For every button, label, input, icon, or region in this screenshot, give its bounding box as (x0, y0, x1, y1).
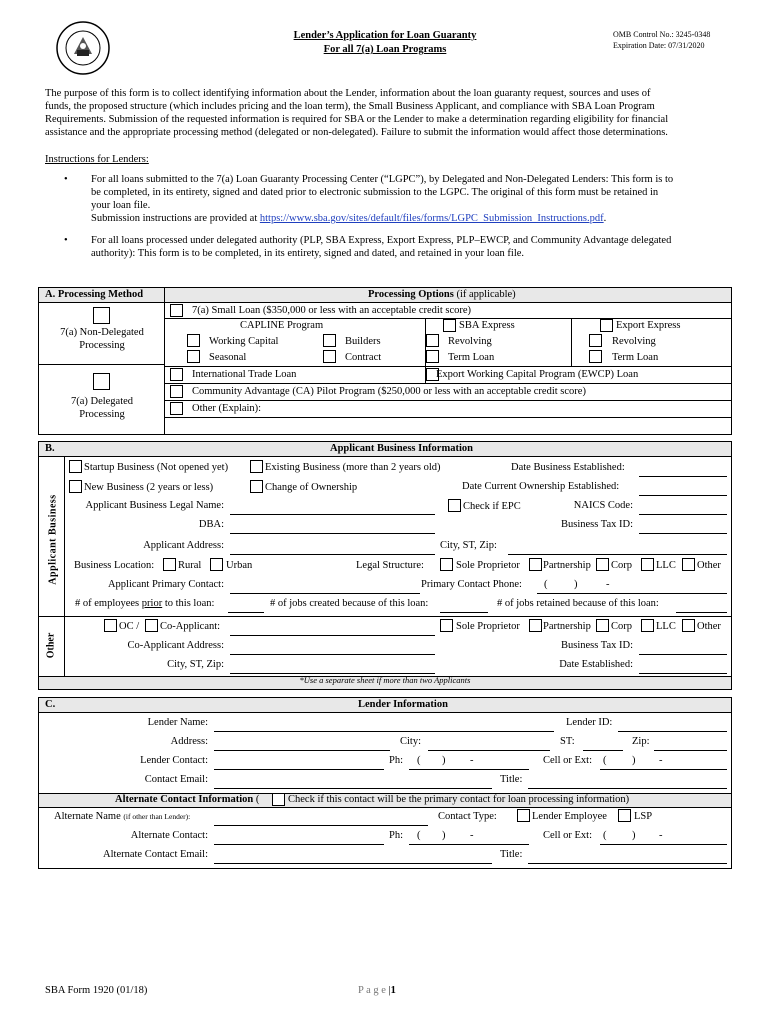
naics-field[interactable] (639, 514, 727, 515)
instruction-1-line-1: For all loans submitted to the 7(a) Loan Guaranty Processing Center (“LGPC”), by Delegated and Non-Delegated Lenders: This form is to (91, 174, 674, 185)
alternate-email-label: Alternate Contact Email: (103, 849, 208, 860)
alternate-cell-dash: - (659, 830, 663, 841)
startup-checkbox[interactable] (69, 460, 82, 473)
alternate-contact-header: Alternate Contact Information ( (115, 794, 260, 805)
form-identifier: SBA Form 1920 (01/18) (45, 985, 148, 996)
section-b-title: Applicant Business Information (330, 443, 473, 454)
section-c-letter: C. (45, 699, 56, 710)
jobs-created-field[interactable] (440, 612, 488, 613)
lsp-checkbox[interactable] (618, 809, 631, 822)
working-capital-label: Working Capital (209, 336, 279, 347)
alternate-ph-close: ) (442, 830, 446, 841)
contact-title-label: Title: (500, 774, 523, 785)
lender-city-field[interactable] (428, 750, 550, 751)
builders-checkbox[interactable] (323, 334, 336, 347)
alternate-ph-label: Ph: (389, 830, 404, 841)
builders-label: Builders (345, 336, 381, 347)
legal-name-label: Applicant Business Legal Name: (85, 500, 224, 511)
co-date-label: Date Established: (559, 659, 633, 670)
omb-control: OMB Control No.: 3245-0348 (613, 30, 711, 39)
date-ownership-label: Date Current Ownership Established: (462, 481, 620, 492)
primary-phone-dash: - (606, 579, 610, 590)
check-epc-checkbox[interactable] (448, 499, 461, 512)
lender-employee-checkbox[interactable] (517, 809, 530, 822)
co-llc-label: LLC (656, 621, 676, 632)
new-business-label: New Business (2 years or less) (84, 482, 214, 493)
alternate-cell-open: ( (603, 830, 607, 841)
startup-label: Startup Business (Not opened yet) (84, 462, 229, 473)
non-delegated-checkbox[interactable] (93, 307, 110, 324)
date-established-field[interactable] (639, 476, 727, 477)
lender-id-field[interactable] (618, 731, 727, 732)
co-applicant-label: Co-Applicant: (160, 621, 221, 632)
legal-name-field[interactable] (230, 514, 435, 515)
export-express-revolving-label: Revolving (612, 336, 656, 347)
oc-label: OC / (119, 621, 140, 632)
working-capital-checkbox[interactable] (187, 334, 200, 347)
primary-phone-field[interactable] (537, 593, 727, 594)
alternate-ph-open: ( (417, 830, 421, 841)
instruction-1-line-3: your loan file. (91, 200, 151, 211)
co-applicant-checkbox[interactable] (145, 619, 158, 632)
legal-structure-label: Legal Structure: (356, 560, 424, 571)
alternate-cell-field[interactable] (600, 844, 727, 845)
tax-id-field[interactable] (639, 533, 727, 534)
alternate-title-field[interactable] (528, 863, 727, 864)
city-st-zip-label: City, ST, Zip: (440, 540, 497, 551)
lender-city-label: City: (400, 736, 422, 747)
export-express-revolving-checkbox[interactable] (589, 334, 602, 347)
employees-label: # of employees prior to this loan: (75, 598, 215, 609)
existing-label: Existing Business (more than 2 years old) (265, 462, 441, 473)
small-loan-label: 7(a) Small Loan ($350,000 or less with an acceptable credit score) (192, 305, 472, 316)
lender-ph-label: Ph: (389, 755, 404, 766)
co-corp-label: Corp (611, 621, 632, 632)
purpose-line-2: funds, the proposed structure (which includes pricing and the loan term), the Small Business Applicant, and compliance with SBA Loan Program (45, 101, 655, 112)
small-loan-checkbox[interactable] (170, 304, 183, 317)
lender-st-field[interactable] (583, 750, 623, 751)
tax-id-label: Business Tax ID: (561, 519, 633, 530)
change-ownership-label: Change of Ownership (265, 482, 358, 493)
community-advantage-checkbox[interactable] (170, 385, 183, 398)
co-partnership-checkbox[interactable] (529, 619, 542, 632)
co-sole-proprietor-checkbox[interactable] (440, 619, 453, 632)
rural-label: Rural (178, 560, 202, 571)
processing-options-header: Processing Options (if applicable) (368, 289, 516, 300)
rural-checkbox[interactable] (163, 558, 176, 571)
instruction-1-line-2: be completed, in its entirety, signed and dated prior to electronic submission to the LGPC. The original of this form must be retained in (91, 187, 659, 198)
seasonal-checkbox[interactable] (187, 350, 200, 363)
co-tax-id-label: Business Tax ID: (561, 640, 633, 651)
lender-ph-open: ( (417, 755, 421, 766)
footnote-text: *Use a separate sheet if more than two Applicants (299, 675, 471, 685)
alternate-primary-label: Check if this contact will be the primary contact for loan processing information) (288, 794, 630, 805)
instruction-link-prefix: Submission instructions are provided at (91, 213, 260, 224)
contact-email-field[interactable] (214, 788, 492, 789)
llc-checkbox[interactable] (641, 558, 654, 571)
applicant-business-side-label: Applicant Business (47, 494, 59, 585)
lender-contact-label: Lender Contact: (140, 755, 208, 766)
lender-ph-close: ) (442, 755, 446, 766)
lender-employee-label: Lender Employee (532, 811, 607, 822)
page-number: P a g e |1 (358, 985, 396, 996)
sole-proprietor-label: Sole Proprietor (456, 560, 520, 571)
primary-phone-label: Primary Contact Phone: (421, 579, 522, 590)
jobs-retained-label: # of jobs retained because of this loan: (497, 598, 659, 609)
sba-express-label: SBA Express (459, 320, 515, 331)
co-llc-checkbox[interactable] (641, 619, 654, 632)
city-st-zip-field[interactable] (508, 554, 727, 555)
alternate-email-field[interactable] (214, 863, 492, 864)
co-other-checkbox[interactable] (682, 619, 695, 632)
jobs-created-label: # of jobs created because of this loan: (270, 598, 429, 609)
co-tax-id-field[interactable] (639, 654, 727, 655)
alternate-name-field[interactable] (214, 825, 428, 826)
community-advantage-label: Community Advantage (CA) Pilot Program ($250,000 or less with an acceptable credit score) (192, 386, 586, 397)
primary-phone-close: ) (574, 579, 578, 590)
lender-ph-dash: - (470, 755, 474, 766)
lender-id-label: Lender ID: (566, 717, 613, 728)
sole-proprietor-checkbox[interactable] (440, 558, 453, 571)
lender-cell-dash: - (659, 755, 663, 766)
lender-zip-label: Zip: (632, 736, 650, 747)
corp-label: Corp (611, 560, 632, 571)
dba-field[interactable] (230, 533, 435, 534)
seasonal-label: Seasonal (209, 352, 247, 363)
lender-zip-field[interactable] (654, 750, 727, 751)
contact-type-label: Contact Type: (438, 811, 497, 822)
instruction-2-line-2: authority): This form is to be completed, in its entirety, signed and dated, and retained in your loan file. (91, 248, 525, 259)
delegated-label-2: Processing (79, 409, 125, 420)
partnership-label: Partnership (543, 560, 591, 571)
new-business-checkbox[interactable] (69, 480, 82, 493)
alternate-cell-label: Cell or Ext: (543, 830, 592, 841)
lsp-label: LSP (634, 811, 653, 822)
form-subtitle: For all 7(a) Loan Programs (323, 44, 447, 55)
co-date-field[interactable] (639, 673, 727, 674)
co-city-field[interactable] (230, 673, 435, 674)
sba-express-term-checkbox[interactable] (426, 350, 439, 363)
lender-st-label: ST: (560, 736, 575, 747)
oc-checkbox[interactable] (104, 619, 117, 632)
alternate-primary-checkbox[interactable] (272, 793, 285, 806)
export-express-term-label: Term Loan (612, 352, 659, 363)
export-express-label: Export Express (616, 320, 681, 331)
partnership-checkbox[interactable] (529, 558, 542, 571)
applicant-address-label: Applicant Address: (143, 540, 224, 551)
lender-contact-field[interactable] (214, 769, 384, 770)
bullet-icon: • (64, 174, 68, 185)
co-sole-proprietor-label: Sole Proprietor (456, 621, 520, 632)
section-b-letter: B. (45, 443, 55, 454)
contact-title-field[interactable] (528, 788, 727, 789)
primary-phone-open: ( (544, 579, 548, 590)
purpose-line-3: Requirements. Submission of the requested information is required for SBA or the Lender to make a determination regarding eligibility for financial (45, 114, 669, 125)
bullet-icon: • (64, 235, 68, 246)
lender-cell-close: ) (632, 755, 636, 766)
urban-checkbox[interactable] (210, 558, 223, 571)
naics-label: NAICS Code: (573, 500, 633, 511)
primary-contact-field[interactable] (230, 593, 420, 594)
dba-label: DBA: (198, 519, 224, 530)
employees-field[interactable] (228, 612, 264, 613)
alternate-ph-dash: - (470, 830, 474, 841)
urban-label: Urban (226, 560, 253, 571)
international-trade-label: International Trade Loan (192, 369, 297, 380)
processing-method-header: A. Processing Method (45, 289, 144, 300)
applicant-address-field[interactable] (230, 554, 435, 555)
alternate-contact-field[interactable] (214, 844, 384, 845)
capline-label: CAPLINE Program (240, 320, 324, 331)
sba-seal (55, 20, 111, 76)
lender-address-field[interactable] (214, 750, 390, 751)
non-delegated-label-2: Processing (79, 340, 125, 351)
lender-cell-field[interactable] (600, 769, 727, 770)
alternate-name-label: Alternate Name (if other than Lender): (54, 811, 191, 822)
date-ownership-field[interactable] (639, 495, 727, 496)
contract-label: Contract (345, 352, 382, 363)
contract-checkbox[interactable] (323, 350, 336, 363)
lender-name-label: Lender Name: (147, 717, 208, 728)
international-trade-checkbox[interactable] (170, 368, 183, 381)
export-express-term-checkbox[interactable] (589, 350, 602, 363)
change-ownership-checkbox[interactable] (250, 480, 263, 493)
sba-express-checkbox[interactable] (443, 319, 456, 332)
export-express-checkbox[interactable] (600, 319, 613, 332)
co-address-label: Co-Applicant Address: (127, 640, 224, 651)
contact-email-label: Contact Email: (144, 774, 208, 785)
instruction-1-line-4 (91, 213, 606, 225)
purpose-line-4: assistance and the appropriate processing method (delegated or non-delegated). Failure to submit the information would affect those determinations. (45, 127, 668, 138)
other-side-label: Other (45, 632, 57, 659)
ewcp-label: Export Working Capital Program (EWCP) Loan (436, 369, 639, 380)
lgpc-instructions-link[interactable]: https://www.sba.gov/sites/default/files/forms/LGPC_Submission_Instructions.pdf (259, 213, 604, 224)
lender-name-field[interactable] (214, 731, 554, 732)
sba-express-term-label: Term Loan (448, 352, 495, 363)
primary-contact-label: Applicant Primary Contact: (107, 579, 224, 590)
lender-address-label: Address: (170, 736, 208, 747)
purpose-line-1: The purpose of this form is to collect identifying information about the Lender, information about the loan guaranty request, sources and uses of (45, 88, 651, 99)
lender-phone-field[interactable] (409, 769, 529, 770)
alternate-contact-label: Alternate Contact: (130, 830, 208, 841)
alternate-phone-field[interactable] (409, 844, 529, 845)
form-title: Lender’s Application for Loan Guaranty (293, 30, 477, 41)
check-epc-label: Check if EPC (463, 501, 521, 512)
alternate-cell-close: ) (632, 830, 636, 841)
other-structure-label: Other (697, 560, 721, 571)
existing-checkbox[interactable] (250, 460, 263, 473)
delegated-checkbox[interactable] (93, 373, 110, 390)
other-option-label: Other (Explain): (192, 403, 262, 414)
other-structure-checkbox[interactable] (682, 558, 695, 571)
date-established-label: Date Business Established: (511, 462, 625, 473)
jobs-retained-field[interactable] (676, 612, 727, 613)
co-partnership-label: Partnership (543, 621, 591, 632)
llc-label: LLC (656, 560, 676, 571)
expiration-date: Expiration Date: 07/31/2020 (613, 41, 705, 50)
business-location-label: Business Location: (74, 560, 155, 571)
non-delegated-label: 7(a) Non-Delegated (60, 327, 144, 338)
instruction-2-line-1: For all loans processed under delegated authority (PLP, SBA Express, Export Express, PLP–EWCP, and Community Advantage delegated (91, 235, 672, 246)
co-city-label: City, ST, Zip: (167, 659, 224, 670)
delegated-label: 7(a) Delegated (70, 396, 134, 407)
lender-cell-open: ( (603, 755, 607, 766)
instruction-link-suffix: . (603, 213, 607, 224)
co-address-field[interactable] (230, 654, 435, 655)
sba-express-revolving-label: Revolving (448, 336, 492, 347)
other-option-checkbox[interactable] (170, 402, 183, 415)
sba-express-revolving-checkbox[interactable] (426, 334, 439, 347)
instructions-heading: Instructions for Lenders: (45, 154, 149, 165)
co-other-label: Other (697, 621, 721, 632)
lender-cell-label: Cell or Ext: (543, 755, 592, 766)
alternate-title-label: Title: (500, 849, 523, 860)
section-c-title: Lender Information (358, 699, 448, 710)
co-applicant-field[interactable] (230, 635, 435, 636)
corp-checkbox[interactable] (596, 558, 609, 571)
co-corp-checkbox[interactable] (596, 619, 609, 632)
